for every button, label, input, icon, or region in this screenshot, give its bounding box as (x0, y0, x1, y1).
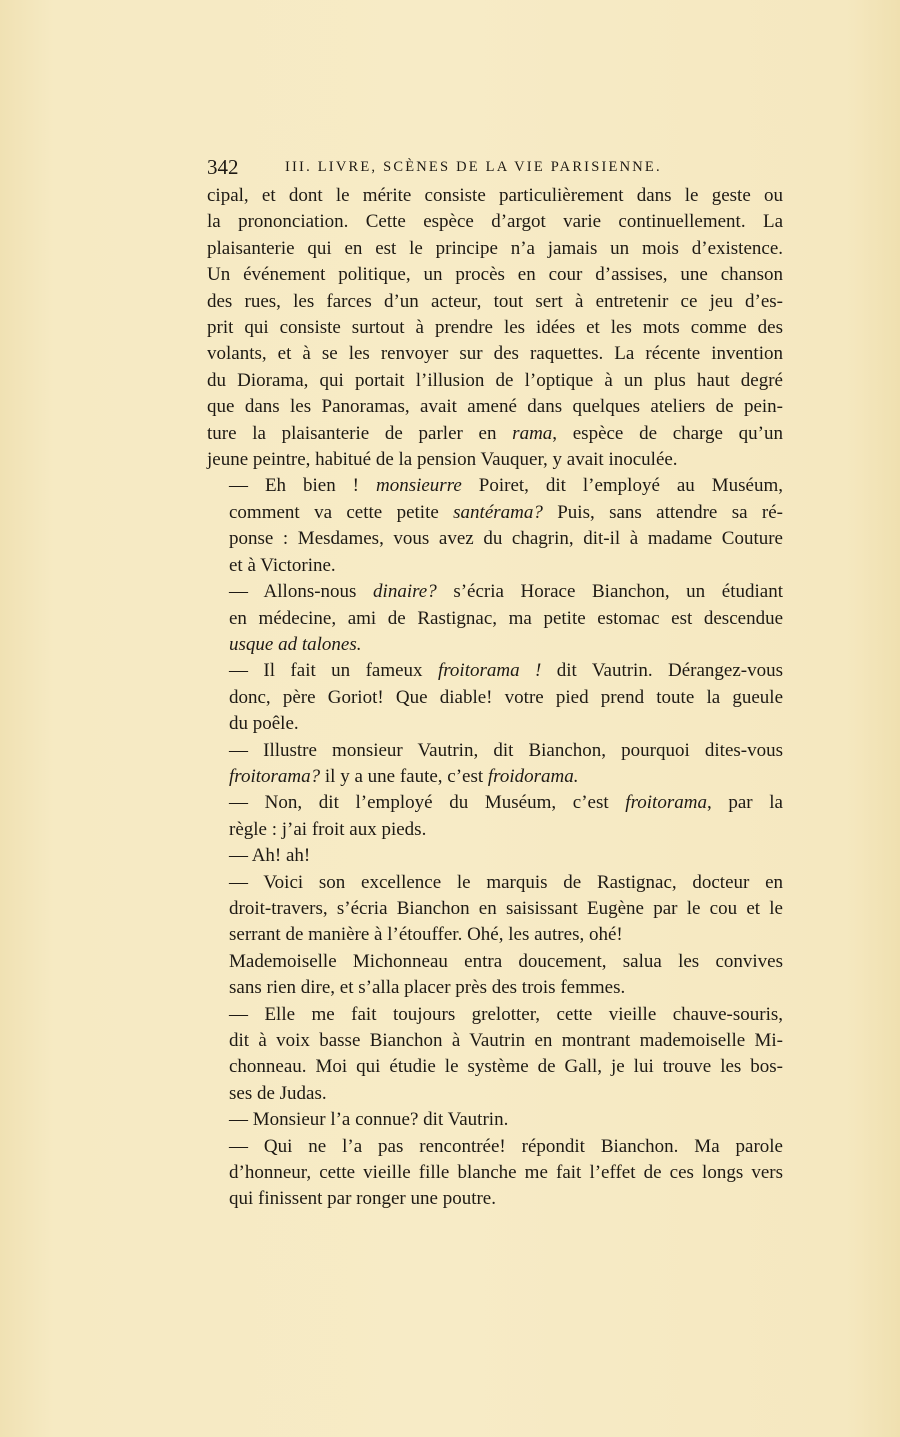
text-line (207, 685, 783, 711)
text-segment: qui finissent par ronger une poutre. (229, 1188, 496, 1210)
text-segment: — Ah! ah! (229, 845, 311, 867)
text-line (207, 579, 783, 605)
paragraph (207, 1002, 783, 1108)
text-segment: jeune peintre, habitué de la pension Vauquer, y avait inoculée. (207, 449, 678, 471)
text-segment: que dans les Panoramas, avait amené dans quelques ateliers de pein- (207, 396, 783, 418)
italic-text: santérama? (453, 501, 543, 523)
text-segment: chonneau. Moi qui étudie le système de Gall, je lui trouve les bos- (229, 1056, 783, 1078)
text-line (207, 289, 783, 315)
text-line (207, 236, 783, 262)
italic-text: froitorama ! (437, 660, 542, 682)
italic-text: usque ad talones. (229, 633, 362, 655)
text-segment: Mademoiselle Michonneau entra doucement, salua les convives (229, 950, 783, 972)
text-line (207, 711, 783, 737)
text-line (207, 447, 783, 473)
text-segment: dit à voix basse Bianchon à Vautrin en montrant mademoiselle Mi- (229, 1030, 783, 1051)
paragraph (207, 843, 783, 869)
italic-text: froidorama. (487, 765, 579, 787)
text-segment: s’écria Horace Bianchon, un étudiant (436, 581, 783, 603)
text-line (207, 632, 783, 658)
text-line (207, 500, 783, 526)
text-segment: , par la (706, 792, 783, 814)
running-head: III. LIVRE, SCÈNES DE LA VIE PARISIENNE. (285, 159, 662, 175)
text-line (207, 790, 783, 816)
text-segment: Poiret, dit l’employé au Muséum, (461, 475, 783, 497)
text-segment: la prononciation. Cette espèce d’argot varie continuellement. La (207, 211, 783, 233)
text-line (207, 368, 783, 394)
paragraph (207, 1134, 783, 1213)
text-segment: règle : j’ai froit aux pieds. (229, 818, 427, 840)
text-line (207, 817, 783, 843)
italic-text: rama (512, 422, 553, 444)
paragraph (207, 790, 783, 843)
text-line (207, 1107, 783, 1133)
text-line (207, 315, 783, 341)
text-line (207, 922, 783, 948)
text-segment: comment va cette petite (229, 501, 454, 523)
text-line (207, 658, 783, 684)
paragraph (207, 473, 783, 579)
text-line (207, 1134, 783, 1160)
text-segment: il y a une faute, c’est (320, 765, 488, 787)
paragraph (207, 658, 783, 737)
text-segment: — Elle me fait toujours grelotter, cette vieille chauve-souris, (229, 1003, 783, 1025)
text-segment: dit Vautrin. Dérangez-vous (541, 660, 783, 682)
text-segment: Un événement politique, un procès en cour d’assises, une chanson (207, 264, 783, 286)
text-segment: — Qui ne l’a pas rencontrée! répondit Bianchon. Ma parole (229, 1135, 783, 1157)
text-line (207, 843, 783, 869)
text-segment: — Voici son excellence le marquis de Rastignac, docteur en (229, 871, 783, 893)
paragraph (207, 738, 783, 791)
page-number: 342 (207, 155, 239, 179)
paragraph (207, 870, 783, 949)
italic-text: monsieurre (375, 475, 462, 497)
page-header (207, 152, 787, 182)
text-segment: d’honneur, cette vieille fille blanche me fait l’effet de ces longs vers (229, 1162, 783, 1184)
text-segment: ponse : Mesdames, vous avez du chagrin, dit-il à madame Couture (229, 528, 783, 550)
text-segment: — Non, dit l’employé du Muséum, c’est (229, 792, 626, 814)
text-segment: — Il fait un fameux (229, 660, 438, 682)
text-segment: , espèce de charge qu’un (552, 422, 783, 444)
text-segment: — Illustre monsieur Vautrin, dit Bianchon, pourquoi dites-vous (229, 739, 783, 761)
text-segment: donc, père Goriot! Que diable! votre pied prend toute la gueule (229, 686, 783, 708)
text-segment: — Allons-nous (229, 581, 374, 603)
text-segment: ses de Judas. (229, 1082, 327, 1104)
italic-text: froitorama (625, 792, 707, 814)
text-segment: ture la plaisanterie de parler en (207, 422, 513, 444)
body-text (207, 183, 783, 1213)
italic-text: dinaire? (373, 581, 437, 603)
text-line (207, 606, 783, 632)
text-segment: — Eh bien ! (229, 475, 376, 497)
text-line (207, 975, 783, 1001)
text-line (207, 1002, 783, 1028)
text-segment: volants, et à se les renvoyer sur des raquettes. La récente invention (207, 343, 783, 365)
text-segment: prit qui consiste surtout à prendre les idées et les mots comme des (207, 317, 783, 339)
text-line (207, 209, 783, 235)
text-line (207, 896, 783, 922)
text-segment: plaisanterie qui en est le principe n’a jamais un mois d’existence. (207, 237, 783, 259)
text-line (207, 738, 783, 764)
text-line (207, 526, 783, 552)
text-segment: des rues, les farces d’un acteur, tout sert à entretenir ce jeu d’es- (207, 290, 783, 312)
paragraph (207, 579, 783, 658)
paragraph (207, 183, 783, 473)
text-segment: Puis, sans attendre sa ré- (542, 501, 783, 523)
text-line (207, 473, 783, 499)
text-line (207, 764, 783, 790)
text-line (207, 1160, 783, 1186)
text-line (207, 949, 783, 975)
text-segment: — Monsieur l’a connue? dit Vautrin. (229, 1109, 509, 1131)
text-segment: cipal, et dont le mérite consiste particulièrement dans le geste ou (207, 185, 783, 206)
italic-text: froitorama? (229, 765, 321, 787)
text-line (207, 394, 783, 420)
text-line (207, 183, 783, 209)
text-line (207, 1186, 783, 1212)
text-segment: droit-travers, s’écria Bianchon en saisissant Eugène par le cou et le (229, 897, 783, 919)
text-line (207, 870, 783, 896)
text-segment: en médecine, ami de Rastignac, ma petite estomac est descendue (229, 607, 783, 629)
text-line (207, 262, 783, 288)
text-segment: du poêle. (229, 713, 299, 735)
text-line (207, 1028, 783, 1054)
text-segment: et à Victorine. (229, 554, 336, 576)
paragraph (207, 949, 783, 1002)
paragraph (207, 1107, 783, 1133)
text-line (207, 421, 783, 447)
text-line (207, 1054, 783, 1080)
text-segment: sans rien dire, et s’alla placer près des trois femmes. (229, 977, 626, 999)
text-line (207, 553, 783, 579)
text-segment: serrant de manière à l’étouffer. Ohé, les autres, ohé! (229, 924, 623, 946)
text-segment: du Diorama, qui portait l’illusion de l’optique à un plus haut degré (207, 369, 783, 391)
text-line (207, 1081, 783, 1107)
text-line (207, 341, 783, 367)
